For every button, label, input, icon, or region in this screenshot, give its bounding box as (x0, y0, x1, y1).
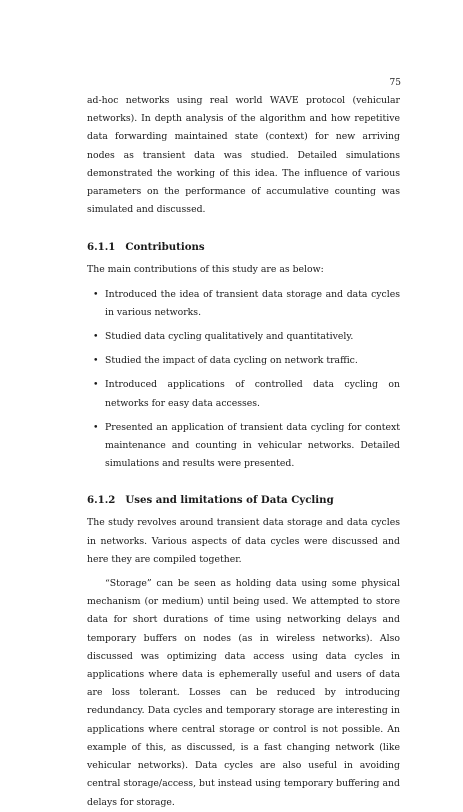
list-item: • Introduced the idea of transient data storage and data cycles in various networks. (87, 286, 400, 322)
page-number: 75 (389, 78, 401, 88)
section-number: 6.1.2 (87, 494, 116, 507)
list-item: • Introduced applications of controlled data cycling on networks for easy data accesses. (87, 376, 400, 412)
uses-paragraph-2: “Storage” can be seen as holding data using some physical mechanism (or medium) until being used. We attempted to store data for short durations of time using networking delays and temporary buffers on nodes (as in wireless networks). Also discussed was optimizing data access using data cycles in applications where data is ephemerally useful and users of data are loss tolerant. Losses can be reduced by introducing redundancy. Data cycles and temporary storage are interesting in applications where central storage or control is not possible. An example of this, as discussed, is a fast changing network (like vehicular networks). Data cycles are also useful in avoiding central storage/access, but instead using temporary buffering and delays for storage. (87, 578, 400, 808)
section-title: Contributions (125, 241, 205, 254)
intro-paragraph: ad-hoc networks using real world WAVE protocol (vehicular networks). In depth analysis of the algorithm and how repetitive data forwarding maintained state (context) for new arriving nodes as transient data was studied. Detailed simulations demonstrated the working of this idea. The influence of various parameters on the performance of accumulative counting was simulated and discussed. (87, 95, 400, 216)
section-heading-uses-limitations (87, 493, 400, 508)
list-item: • Studied the impact of data cycling on network traffic. (87, 352, 400, 370)
section-number: 6.1.1 (87, 241, 116, 254)
uses-paragraph-1: The study revolves around transient data storage and data cycles in networks. Various aspects of data cycles were discussed and here they are compiled together. (87, 517, 400, 565)
contributions-list (87, 286, 400, 474)
section-heading-contributions (87, 240, 400, 255)
section-title: Uses and limitations of Data Cycling (125, 494, 334, 507)
contributions-lead: The main contributions of this study are as below: (87, 264, 324, 276)
list-item: • Studied data cycling qualitatively and quantitatively. (87, 328, 400, 346)
list-item: • Presented an application of transient data cycling for context maintenance and counting in vehicular networks. Detailed simulations and results were presented. (87, 419, 400, 474)
page-body (87, 92, 400, 812)
